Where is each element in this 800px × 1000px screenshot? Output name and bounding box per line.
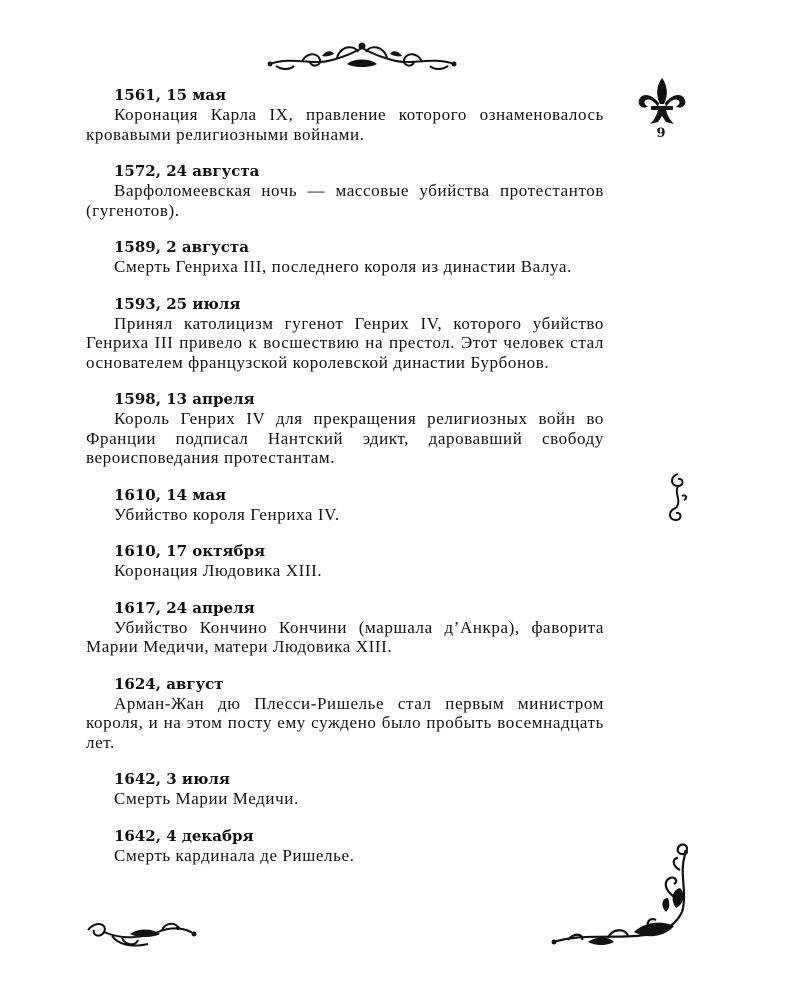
entry-date: 1642, 4 декабря (114, 826, 254, 845)
entry-text: Арман-Жан дю Плесси-Ришелье стал первым министром короля, и на этом посту ему суждено было пробыть восемнадцать лет. (86, 693, 604, 752)
entry-date: 1561, 15 мая (114, 86, 227, 104)
entry-text: Коронация Карла IX, правление которого ознаменовалось кровавыми религиозными войнами. (86, 105, 604, 144)
entry-date: 1617, 24 апреля (114, 598, 255, 617)
entry-date: 1589, 2 августа (114, 238, 249, 256)
entry-date: 1610, 17 октября (114, 542, 266, 560)
entry-text: Убийство Кончино Кончини (маршала д’Анкра), фаворита Марии Медичи, матери Людовика XIII. (86, 617, 604, 656)
entry-date: 1642, 3 июля (114, 770, 231, 788)
entry-text: Убийство короля Генриха IV. (114, 504, 340, 524)
entry-text: Король Генрих IV для прекращения религиозных войн во Франции подписал Нантский эдикт, даровавший свободу вероисповедания протестантам. (86, 409, 604, 467)
chronology-entry (86, 390, 604, 468)
entry-text: Смерть кардинала де Ришелье. (114, 845, 355, 865)
page-number: 9 (656, 126, 666, 141)
fleur-de-lis-icon (636, 76, 688, 128)
entry-text: Смерть Генриха III, последнего короля из династии Валуа. (114, 257, 572, 276)
chronology-entry (86, 162, 604, 220)
chronology-entry (86, 238, 604, 277)
chronology-entry (86, 86, 604, 144)
chronology-entry (86, 770, 604, 809)
chronology-entry (86, 542, 604, 581)
entry-date: 1610, 14 мая (114, 485, 227, 504)
chronology-entry (86, 295, 604, 373)
scroll-ornament-icon (82, 916, 200, 952)
entry-date: 1572, 24 августа (114, 162, 260, 180)
scroll-flourish-icon (664, 470, 690, 526)
corner-ornament-icon (548, 842, 696, 954)
entry-date: 1624, август (114, 674, 224, 693)
chronology-list (86, 86, 604, 883)
chronology-entry (86, 599, 604, 657)
scroll-ornament-icon (262, 38, 462, 74)
entry-date: 1593, 25 июля (114, 294, 241, 313)
entry-text: Принял католицизм гугенот Генрих IV, которого убийство Генриха III привело к восшествию на престол. Этот человек стал основателем французской королевской династии Бурбонов. (86, 313, 604, 372)
entry-text: Варфоломеевская ночь — массовые убийства протестантов (гугенотов). (86, 181, 604, 220)
entry-text: Смерть Марии Медичи. (114, 789, 299, 808)
chronology-entry (86, 827, 604, 866)
entry-text: Коронация Людовика XIII. (114, 561, 323, 580)
chronology-entry (86, 486, 604, 525)
chronology-entry (86, 675, 604, 753)
entry-date: 1598, 13 апреля (114, 390, 255, 408)
